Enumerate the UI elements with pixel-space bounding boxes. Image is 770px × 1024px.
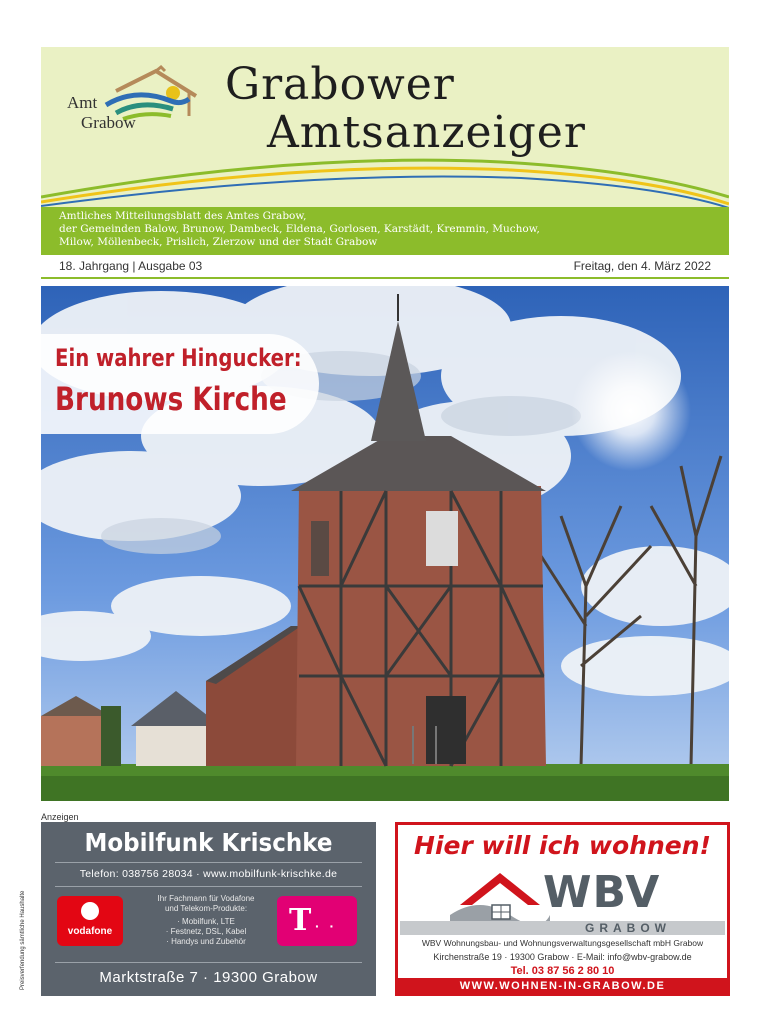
divider bbox=[55, 962, 362, 963]
vodafone-logo-text: vodafone bbox=[67, 926, 113, 937]
services-intro: Ihr Fachmann für Vodafone bbox=[157, 894, 255, 903]
side-note: Preisverfendung sämtliche Haushalte bbox=[20, 890, 26, 990]
divider bbox=[55, 862, 362, 863]
wbv-logo-subtext: GRABOW bbox=[585, 921, 671, 935]
services-intro: und Telekom-Produkte: bbox=[164, 904, 248, 913]
ad-wbv-website: WWW.WOHNEN-IN-GRABOW.DE bbox=[398, 978, 727, 996]
vodafone-speech-mark-icon bbox=[81, 902, 99, 920]
divider bbox=[55, 886, 362, 887]
title-line-1: Grabower bbox=[225, 59, 455, 110]
ad-wbv-phone: Tel. 03 87 56 2 80 10 bbox=[510, 965, 615, 977]
subtitle-line: Milow, Möllenbeck, Prislich, Zierzow und der Stadt Grabow bbox=[59, 236, 378, 248]
service-item: · Festnetz, DSL, Kabel bbox=[165, 927, 247, 936]
logo-text-amt: Amt bbox=[67, 93, 98, 112]
service-item: · Handys und Zubehör bbox=[166, 937, 246, 946]
ad-mobilfunk-services bbox=[141, 894, 271, 947]
issue-number: 18. Jahrgang | Ausgabe 03 bbox=[59, 259, 203, 273]
issue-date: Freitag, den 4. März 2022 bbox=[573, 259, 711, 273]
subtitle-band bbox=[41, 207, 729, 253]
vodafone-logo bbox=[57, 896, 123, 946]
cover-photo bbox=[41, 286, 729, 801]
header-swoosh-decoration bbox=[41, 142, 729, 212]
masthead bbox=[41, 47, 729, 253]
ads-label: Anzeigen bbox=[41, 812, 79, 822]
logo-text-grabow: Grabow bbox=[81, 113, 136, 132]
title-line-2: Amtsanzeiger bbox=[267, 107, 586, 158]
telekom-dots-logo-text: · · bbox=[315, 918, 338, 934]
ad-mobilfunk-address: Marktstraße 7 · 19300 Grabow bbox=[99, 969, 318, 986]
ad-wbv-slogan: Hier will ich wohnen! bbox=[414, 831, 711, 860]
subtitle-line: Amtliches Mitteilungsblatt des Amtes Grabow, bbox=[59, 210, 307, 222]
telekom-logo bbox=[277, 896, 357, 946]
cover-headline-line-2: Brunows Kirche bbox=[55, 380, 287, 418]
ad-wbv-address: Kirchenstraße 19 · 19300 Grabow · E-Mail: info@wbv-grabow.de bbox=[433, 952, 692, 962]
ad-wbv bbox=[395, 822, 730, 996]
wbv-logo-text: WBV bbox=[543, 867, 661, 918]
subtitle-line: der Gemeinden Balow, Brunow, Dambeck, Eldena, Gorlosen, Karstädt, Kremmin, Muchow, bbox=[59, 223, 540, 235]
cover-headline-box bbox=[41, 334, 319, 434]
service-item: · Mobilfunk, LTE bbox=[177, 917, 235, 926]
ad-mobilfunk-title: Mobilfunk Krischke bbox=[84, 828, 333, 857]
cover-headline-line-1: Ein wahrer Hingucker: bbox=[55, 344, 302, 372]
ad-wbv-company: WBV Wohnungsbau- und Wohnungsverwaltungsgesellschaft mbH Grabow bbox=[421, 938, 704, 948]
wbv-house-logo-icon bbox=[440, 865, 550, 929]
ad-mobilfunk-krischke bbox=[41, 822, 376, 996]
ad-mobilfunk-contact: Telefon: 038756 28034 · www.mobilfunk-krischke.de bbox=[79, 868, 338, 880]
issue-line bbox=[41, 253, 729, 279]
telekom-t-logo-text: T bbox=[289, 903, 312, 938]
